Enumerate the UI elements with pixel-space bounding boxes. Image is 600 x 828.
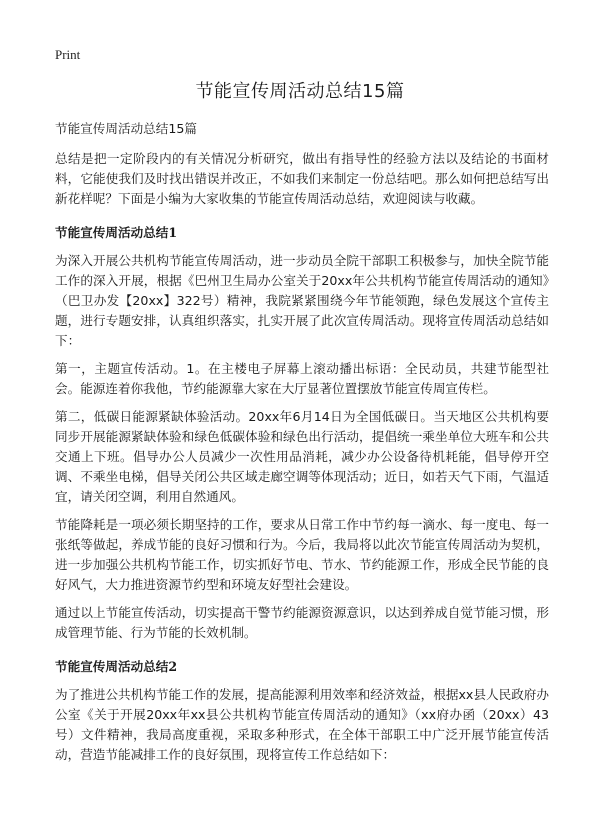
intro-paragraph: 总结是把一定阶段内的有关情况分析研究，做出有指导性的经验方法以及结论的书面材料，它能使我们及时找出错误并改正，不如我们来制定一份总结吧。那么如何把总结写出新花样呢？下面是小编为大家收集的节能宣传周活动总结，欢迎阅读与收藏。 xyxy=(55,151,549,206)
section-paragraph: 第一，主题宣传活动。1。在主楼电子屏幕上滚动播出标语：全民动员，共建节能型社会。能源连着你我他，节约能源靠大家在大厅显著位置摆放节能宣传周宣传栏。 xyxy=(55,361,549,396)
section-paragraph: 为深入开展公共机构节能宣传周活动，进一步动员全院干部职工积极参与，加快全院节能工作的深入开展，根据《巴州卫生局办公室关于20xx年公共机构节能宣传周活动的通知》（巴卫办发【20xx】322号）精神，我院紧紧围绕今年节能领跑，绿色发展这个宣传主题，进行专题安排，认真组织落实，扎实开展了此次宣传周活动。现将宣传周活动总结如下： xyxy=(55,253,549,348)
print-link[interactable]: Print xyxy=(55,47,81,62)
section-2 xyxy=(55,657,549,765)
document-title: 节能宣传周活动总结15篇 xyxy=(195,81,405,102)
section-1 xyxy=(55,223,549,643)
section-heading: 节能宣传周活动总结1 xyxy=(55,225,178,240)
section-heading: 节能宣传周活动总结2 xyxy=(55,659,178,674)
document-subtitle: 节能宣传周活动总结15篇 xyxy=(55,121,197,136)
section-paragraph: 为了推进公共机构节能工作的发展，提高能源利用效率和经济效益，根据xx县人民政府办公室《关于开展20xx年xx县公共机构节能宣传周活动的通知》（xx府办函（20xx）43号）文件精神，我局高度重视，采取多种形式，在全体干部职工中广泛开展节能宣传活动，营造节能减排工作的良好氛围，现将宣传工作总结如下： xyxy=(55,687,549,762)
document-body xyxy=(55,119,549,773)
section-paragraph: 第二，低碳日能源紧缺体验活动。20xx年6月14日为全国低碳日。当天地区公共机构要同步开展能源紧缺体验和绿色低碳体验和绿色出行活动，提倡统一乘坐单位大班车和公共交通上下班。倡导办公人员减少一次性用品消耗，减少办公设备待机耗能，倡导停开空调、不乘坐电梯，倡导关闭公共区域走廊空调等体现活动；近日，如若天气下雨，气温适宜，请关闭空调，利用自然通风。 xyxy=(55,409,549,504)
section-paragraph: 节能降耗是一项必须长期坚持的工作，要求从日常工作中节约每一滴水、每一度电、每一张纸等做起，养成节能的良好习惯和行为。今后，我局将以此次节能宣传周活动为契机，进一步加强公共机构节能工作，切实抓好节电、节水、节约能源工作，形成全民节能的良好风气，大力推进资源节约型和环境友好型社会建设。 xyxy=(55,517,549,592)
section-paragraph: 通过以上节能宣传活动，切实提高干警节约能源资源意识，以达到养成自觉节能习惯，形成管理节能、行为节能的长效机制。 xyxy=(55,605,549,640)
